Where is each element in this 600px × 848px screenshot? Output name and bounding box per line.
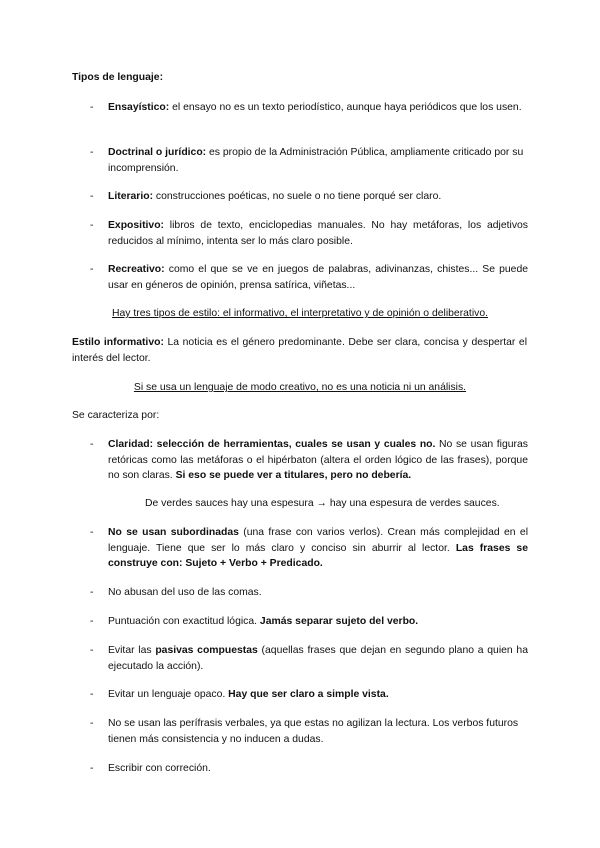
styles-note: Hay tres tipos de estilo: el informativo, el interpretativo y de opinión o deliberativo. bbox=[112, 308, 488, 319]
list-item-literario: Literario: construcciones poéticas, no suele o no tiene porqué ser claro. bbox=[108, 191, 442, 202]
list-bullet: - bbox=[90, 102, 94, 113]
list-bullet: - bbox=[90, 645, 94, 656]
feature-puntuacion: Puntuación con exactitud lógica. Jamás separar sujeto del verbo. bbox=[108, 616, 419, 627]
feature-comas: No abusan del uso de las comas. bbox=[108, 587, 262, 598]
list-bullet: - bbox=[90, 689, 94, 700]
example-sentence: De verdes sauces hay una espesura → hay una espesura de verdes sauces. bbox=[145, 498, 500, 509]
feature-correccion: Escribir con correción. bbox=[108, 763, 211, 774]
list-bullet: - bbox=[90, 587, 94, 598]
list-bullet: - bbox=[90, 264, 94, 275]
creative-note: Si se usa un lenguaje de modo creativo, no es una noticia ni un análisis. bbox=[133, 382, 467, 393]
feature-claridad: Claridad: selección de herramientas, cuales se usan y cuales no. No se usan figuras retóricas como las metáforas o el hipérbaton (altera el orden lógico de las frases), porque no son claras. Si eso se puede ver a titulares, pero no debería. bbox=[108, 439, 528, 481]
list-bullet: - bbox=[90, 718, 94, 729]
feature-subordinadas: No se usan subordinadas (una frase con varios verlos). Crean más complejidad en el lenguaje. Tiene que ser lo más claro y conciso sin aburrir al lector. Las frases se construye con: Sujeto + Verbo + Predicado. bbox=[108, 527, 528, 569]
list-item-ensayistico: Ensayístico: el ensayo no es un texto periodístico, aunque haya periódicos que los usen. bbox=[108, 102, 522, 113]
feature-perifrasis: No se usan las perífrasis verbales, ya que estas no agilizan la lectura. Los verbos futuros tienen más consistencia y no inducen a dudas. bbox=[108, 718, 519, 745]
section-heading: Tipos de lenguaje: bbox=[72, 72, 164, 83]
feature-pasivas: Evitar las pasivas compuestas (aquellas frases que dejan en segundo plano a quien ha ejecutado la acción). bbox=[108, 645, 528, 672]
list-item-recreativo: Recreativo: como el que se ve en juegos de palabras, adivinanzas, chistes... Se puede usar en géneros de opinión, prensa satírica, viñetas... bbox=[108, 264, 528, 291]
list-bullet: - bbox=[90, 763, 94, 774]
list-bullet: - bbox=[90, 439, 94, 450]
list-item-expositivo: Expositivo: libros de texto, enciclopedias manuales. No hay metáforas, los adjetivos reducidos al mínimo, intenta ser lo más claro posible. bbox=[108, 220, 528, 247]
list-bullet: - bbox=[90, 527, 94, 538]
list-item-doctrinal: Doctrinal o jurídico: es propio de la Administración Pública, ampliamente criticado por su incomprensión. bbox=[108, 147, 524, 174]
characterized-label: Se caracteriza por: bbox=[72, 410, 160, 421]
list-bullet: - bbox=[90, 147, 94, 158]
feature-opaco: Evitar un lenguaje opaco. Hay que ser claro a simple vista. bbox=[108, 689, 389, 700]
list-bullet: - bbox=[90, 191, 94, 202]
informative-style-paragraph: Estilo informativo: La noticia es el género predominante. Debe ser clara, concisa y despertar el interés del lector. bbox=[72, 337, 528, 364]
list-bullet: - bbox=[90, 220, 94, 231]
list-bullet: - bbox=[90, 616, 94, 627]
